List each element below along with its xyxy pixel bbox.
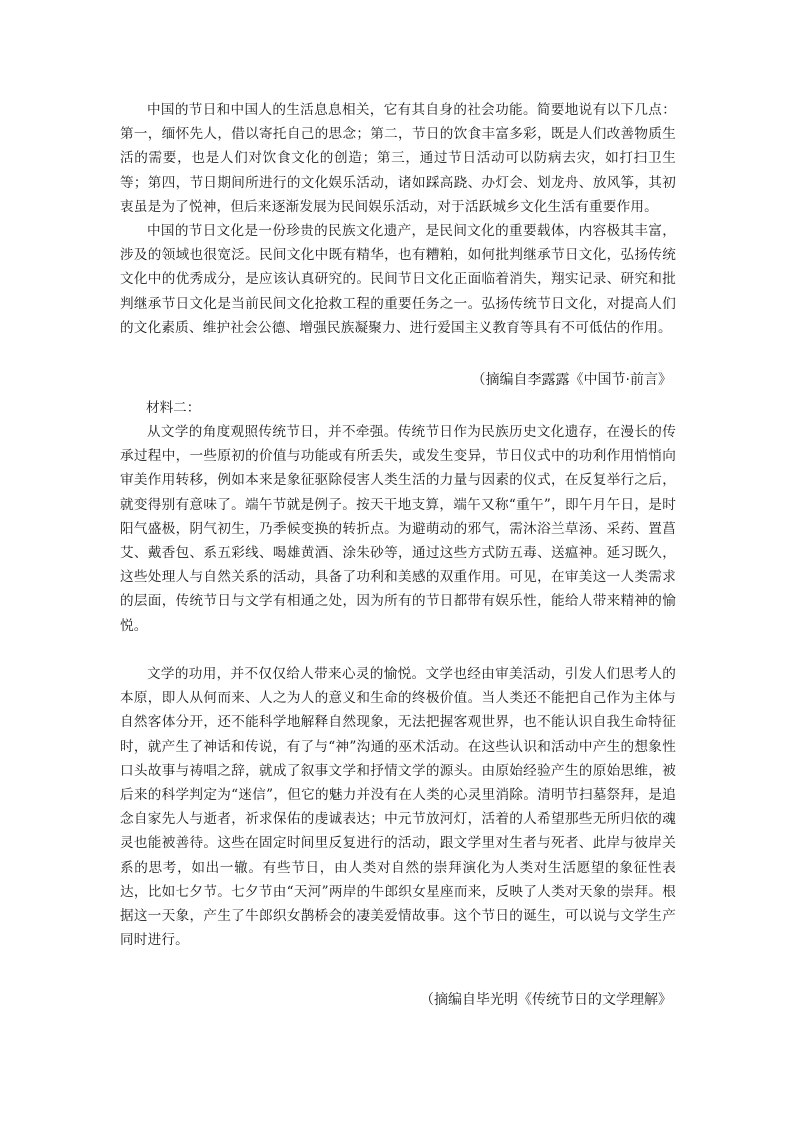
material2-paragraph-1: 从文学的角度观照传统节日，并不牵强。传统节日作为民族历史文化遗存，在漫长的传承过程中，一些原初的价值与功能或有所丢失，或发生变异，节日仪式中的功利作用悄悄向审美作用转移，例如本来是象征驱除侵害人类生活的力量与因素的仪式，在反复举行之后，就变得别有意味了。端午节就是例子。按天干地支算，端午又称“重午”，即午月午日，是时阳气盛极，阴气初生，乃季候变换的转折点。为避萌动的邪气，需沐浴兰草汤、采药、置菖艾、戴香包、系五彩线、喝雄黄酒、涂朱砂等，通过这些方式防五毒、送瘟神。延习既久，这些处理人与自然关系的活动，具备了功利和美感的双重作用。可见，在审美这一人类需求的层面，传统节日与文学有相通之处，因为所有的节日都带有娱乐性，能给人带来精神的愉悦。 (120, 424, 676, 634)
material2-label: 材料二： (146, 400, 201, 416)
material1-paragraph-1: 中国的节日和中国人的生活息息相关，它有其自身的社会功能。简要地说有以下几点：第一，缅怀先人，借以寄托自己的思念；第二，节日的饮食丰富多彩，既是人们改善物质生活的需要，也是人们对饮食文化的创造；第三，通过节日活动可以防病去灾，如打扫卫生等；第四，节日期间所进行的文化娱乐活动，诸如踩高跷、办灯会、划龙舟、放风筝，其初衷虽是为了悦神，但后来逐渐发展为民间娱乐活动，对于活跃城乡文化生活有重要作用。 (120, 102, 676, 215)
material1-source: （摘编自李露露《中国节·前言》 (471, 372, 672, 388)
material2-paragraph-2: 文学的功用，并不仅仅给人带来心灵的愉悦。文学也经由审美活动，引发人们思考人的本原，即人从何而来、人之为人的意义和生命的终极价值。当人类还不能把自己作为主体与自然客体分开，还不能科学地解释自然现象，无法把握客观世界，也不能认识自我生命特征时，就产生了神话和传说，有了与“神”沟通的巫术活动。在这些认识和活动中产生的想象性口头故事与祷唱之辞，就成了叙事文学和抒情文学的源头。由原始经验产生的原始思维，被后来的科学判定为“迷信”，但它的魅力并没有在人类的心灵里消除。清明节扫墓祭拜，是追念自家先人与逝者，祈求保佑的虔诚表达；中元节放河灯，活着的人希望那些无所归依的魂灵也能被善待。这些在固定时间里反复进行的活动，跟文学里对生者与死者、此岸与彼岸关系的思考，如出一辙。有些节日，由人类对自然的崇拜演化为人类对生活愿望的象征性表达，比如七夕节。七夕节由“天河”两岸的牛郎织女星座而来，反映了人类对天象的崇拜。根据这一天象，产生了牛郎织女鹊桥会的凄美爱情故事。这个节日的诞生，可以说与文学生产同时进行。 (120, 666, 676, 949)
material1-paragraph-2: 中国的节日文化是一份珍贵的民族文化遗产，是民间文化的重要载体，内容极其丰富，涉及的领域也很宽泛。民间文化中既有精华，也有糟粕，如何批判继承节日文化，弘扬传统文化中的优秀成分，是应该认真研究的。民间节日文化正面临着消失，翔实记录、研究和批判继承节日文化是当前民间文化抢救工程的重要任务之一。弘扬传统节日文化，对提高人们的文化素质、维护社会公德、增强民族凝聚力、进行爱国主义教育等具有不可低估的作用。 (120, 223, 676, 336)
material2-source: （摘编自毕光明《传统节日的文学理解》 (420, 992, 672, 1008)
